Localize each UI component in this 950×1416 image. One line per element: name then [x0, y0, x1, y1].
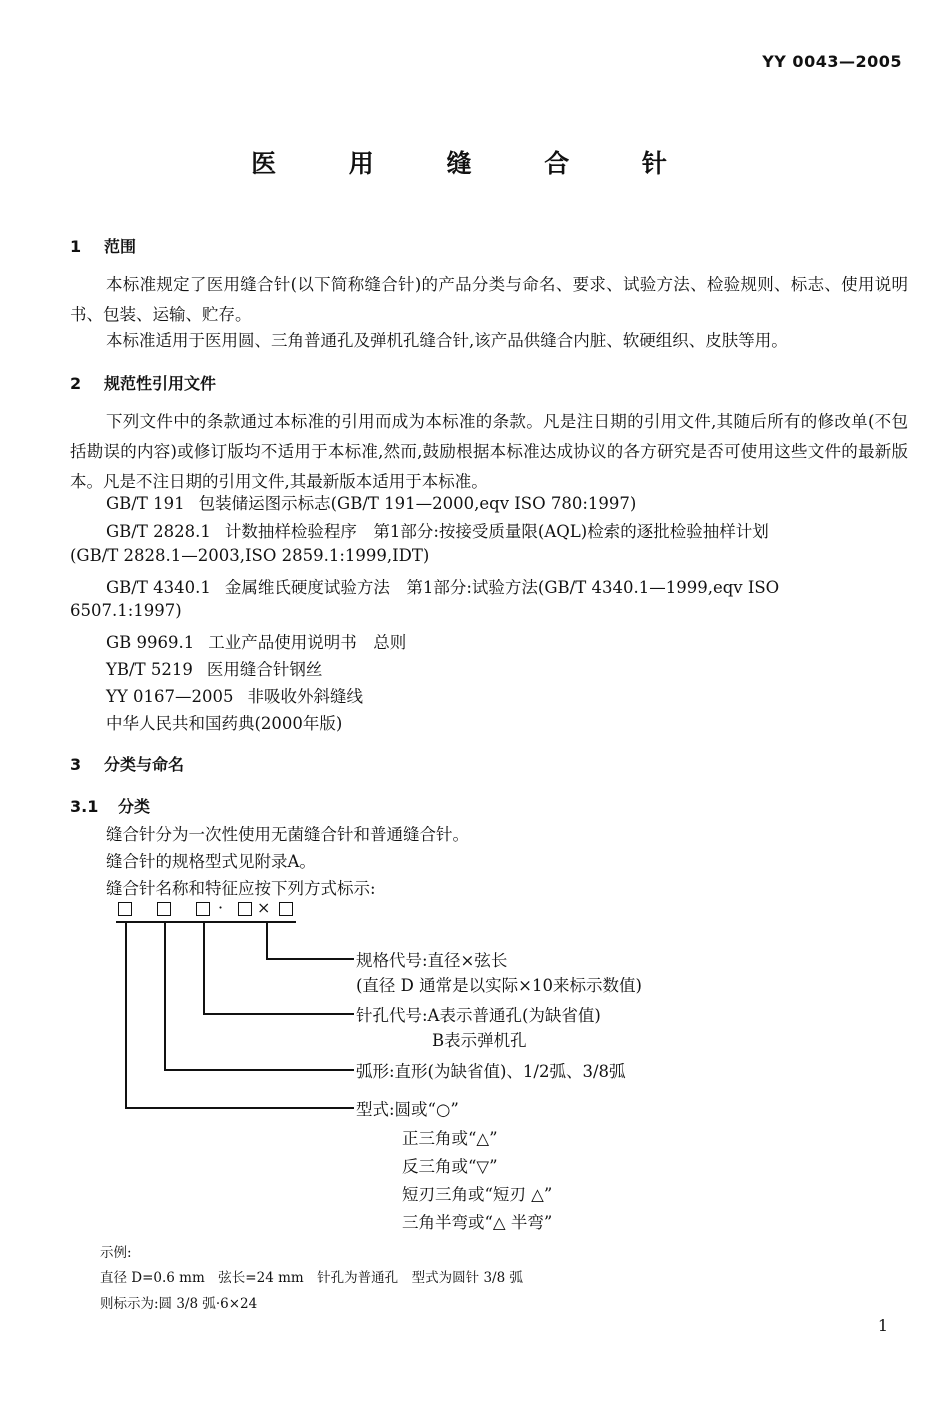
reference-title: 医用缝合针钢丝	[206, 660, 323, 679]
reference-code: YY 0167—2005	[106, 687, 234, 706]
hole-code-option-b: B表示弹机孔	[432, 1031, 527, 1050]
reference-code: GB 9969.1	[106, 633, 195, 652]
example-label: 示例:	[100, 1245, 132, 1261]
leader-spec-vertical	[266, 922, 268, 959]
example-line-2: 则标示为:圆 3/8 弧·6×24	[100, 1296, 258, 1312]
subsection-title: 分类	[118, 797, 151, 816]
section-number: 3	[70, 755, 82, 774]
section-2-heading	[70, 371, 216, 394]
section-number: 1	[70, 237, 82, 256]
reference-item	[106, 518, 769, 542]
reference-continuation: 6507.1:1997)	[70, 601, 182, 620]
hole-code-label: 针孔代号:A表示普通孔(为缺省值)	[356, 1006, 601, 1025]
section-number: 2	[70, 374, 82, 393]
page-title: 医 用 缝 合 针	[251, 149, 699, 178]
reference-item	[106, 574, 779, 598]
classification-line: 缝合针分为一次性使用无菌缝合针和普通缝合针。	[106, 825, 469, 844]
reference-title: 包装储运图示标志(GB/T 191—2000,eqv ISO 780:1997)	[198, 494, 637, 513]
type-label: 型式:圆或“○”	[356, 1100, 459, 1119]
page-number: 1	[877, 1316, 888, 1335]
spec-code-label: 规格代号:直径×弦长	[356, 951, 508, 970]
placeholder-box-type	[118, 902, 132, 916]
leader-arc-horizontal	[164, 1069, 354, 1071]
leader-type-horizontal	[125, 1107, 354, 1109]
reference-item	[106, 490, 636, 514]
section-3-heading	[70, 752, 184, 775]
section-title: 范围	[104, 237, 137, 256]
section-1-paragraph-1: 本标准规定了医用缝合针(以下简称缝合针)的产品分类与命名、要求、试验方法、检验规则、标志、使用说明书、包装、运输、贮存。	[70, 275, 908, 324]
placeholder-box-arc	[157, 902, 171, 916]
section-1-heading	[70, 234, 136, 257]
reference-title: 工业产品使用说明书 总则	[208, 633, 407, 652]
section-2-intro: 下列文件中的条款通过本标准的引用而成为本标准的条款。凡是注日期的引用文件,其随后所有的修改单(不包括勘误的内容)或修订版均不适用于本标准,然而,鼓励根据本标准达成协议的各方研究是否可使用这些文件的最新版本。凡是不注日期的引用文件,其最新版本适用于本标准。	[70, 412, 908, 491]
dot-separator: ·	[218, 898, 224, 917]
classification-line: 缝合针的规格型式见附录A。	[106, 852, 316, 871]
times-separator: ×	[257, 898, 271, 917]
reference-code: GB/T 191	[106, 494, 185, 513]
arc-label: 弧形:直形(为缺省值)、1/2弧、3/8弧	[356, 1062, 626, 1081]
reference-code: YB/T 5219	[106, 660, 193, 679]
spec-code-note: (直径 D 通常是以实际×10来标示数值)	[356, 976, 642, 995]
leader-arc-vertical	[164, 922, 166, 1070]
reference-code: GB/T 2828.1	[106, 522, 211, 541]
leader-type-vertical	[125, 922, 127, 1108]
leader-hole-horizontal	[203, 1013, 354, 1015]
reference-title: 中华人民共和国药典(2000年版)	[106, 714, 343, 733]
subsection-3-1-heading	[70, 794, 150, 817]
reference-continuation: (GB/T 2828.1—2003,ISO 2859.1:1999,IDT)	[70, 546, 430, 565]
placeholder-box-hole	[196, 902, 210, 916]
reference-title: 计数抽样检验程序 第1部分:按接受质量限(AQL)检索的逐批检验抽样计划	[224, 522, 769, 541]
reference-title: 金属维氏硬度试验方法 第1部分:试验方法(GB/T 4340.1—1999,eqv ISO	[224, 578, 780, 597]
type-option: 反三角或“▽”	[402, 1157, 498, 1176]
reference-code: GB/T 4340.1	[106, 578, 211, 597]
placeholder-box-diameter	[238, 902, 252, 916]
reference-item	[106, 629, 406, 653]
section-1-paragraph-2: 本标准适用于医用圆、三角普通孔及弹机孔缝合针,该产品供缝合内脏、软硬组织、皮肤等用。	[106, 331, 788, 350]
subsection-number: 3.1	[70, 797, 99, 816]
type-option: 正三角或“△”	[402, 1129, 498, 1148]
standard-code: YY 0043—2005	[762, 52, 902, 71]
leader-hole-vertical	[203, 922, 205, 1014]
underline	[116, 921, 296, 923]
placeholder-box-chord	[279, 902, 293, 916]
reference-item	[106, 683, 363, 707]
section-title: 分类与命名	[104, 755, 185, 774]
classification-line: 缝合针名称和特征应按下列方式标示:	[106, 879, 376, 898]
reference-item	[106, 656, 322, 680]
section-title: 规范性引用文件	[104, 374, 217, 393]
type-option: 短刃三角或“短刃 △”	[402, 1185, 553, 1204]
leader-spec-horizontal	[266, 958, 354, 960]
example-line-1: 直径 D=0.6 mm 弦长=24 mm 针孔为普通孔 型式为圆针 3/8 弧	[100, 1270, 523, 1286]
reference-title: 非吸收外斜缝线	[247, 687, 364, 706]
type-option: 三角半弯或“△ 半弯”	[402, 1213, 553, 1232]
reference-item	[106, 710, 342, 734]
